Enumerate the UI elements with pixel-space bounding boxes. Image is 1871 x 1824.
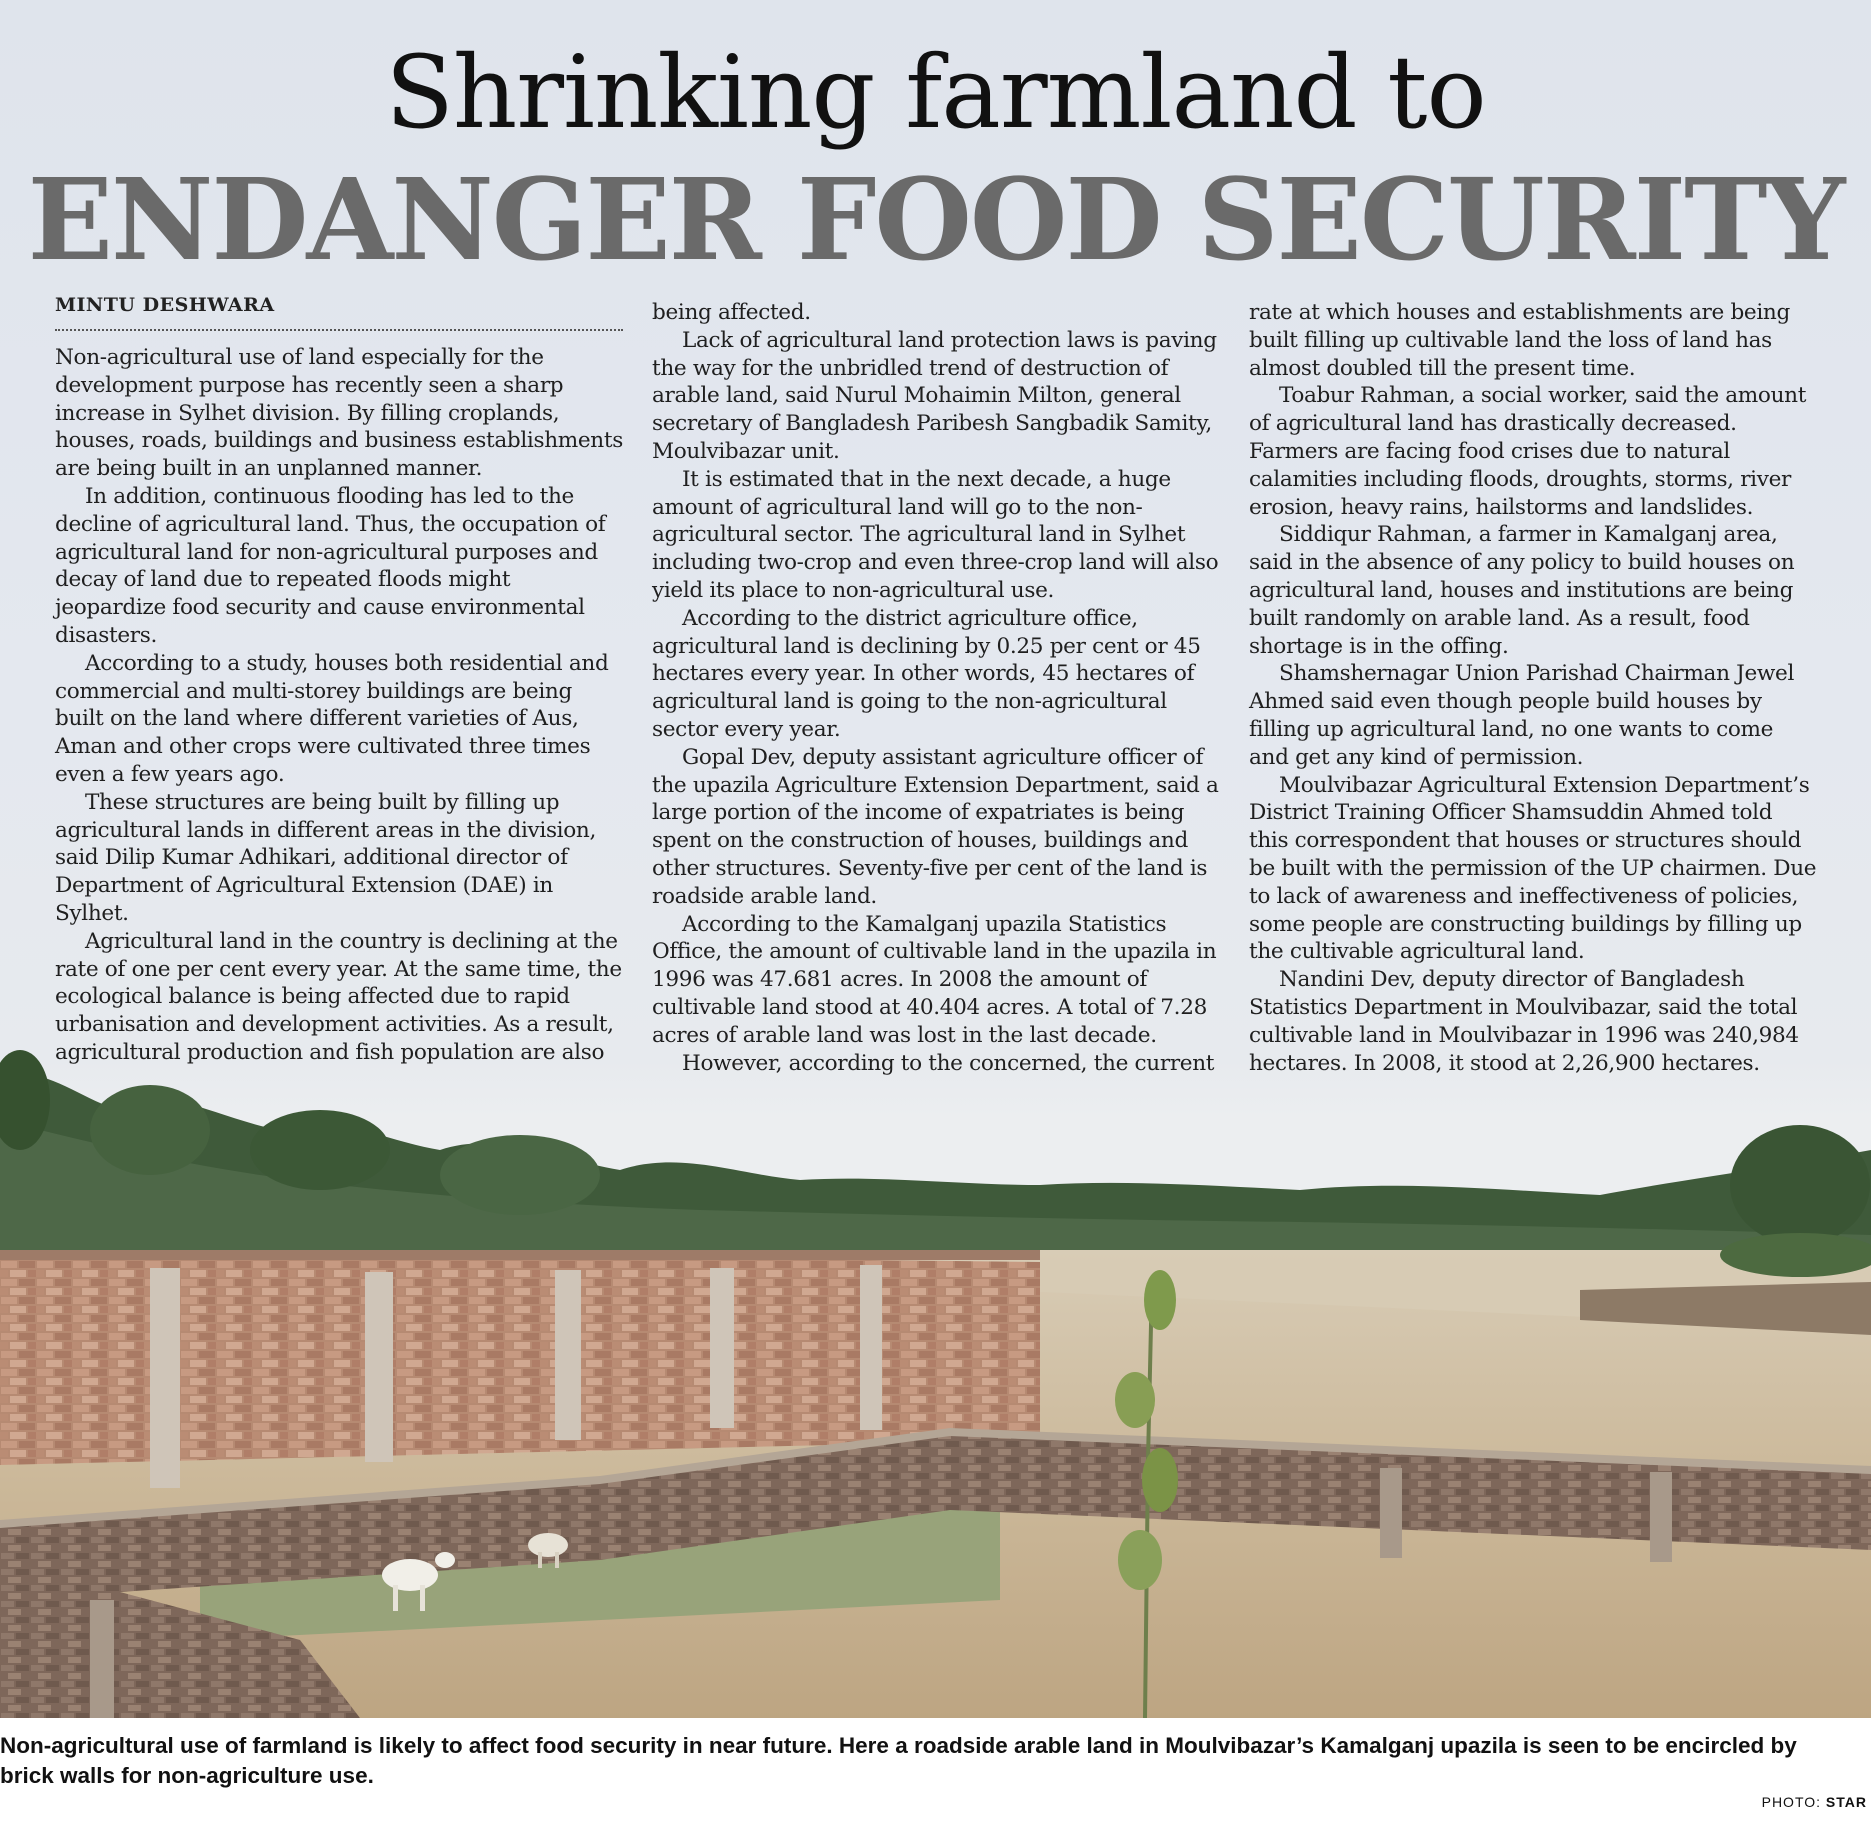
paragraph: According to the Kamalganj upazila Statistics Office, the amount of cultivable land in the upazila in 1996 was 47.681 acres. In 2008 the amount of cultivable land stood at 40.404 acres. A total of 7.28 acres of arable land was lost in the last decade. [652,911,1217,1048]
paragraph: Siddiqur Rahman, a farmer in Kamalganj area, said in the absence of any policy to build houses on agricultural land, houses and institutions are being built randomly on arable land. As a result, food shortage is in the offing. [1249,522,1795,659]
photo-credit [1762,1794,1867,1810]
article-column-3 [1249,299,1817,1077]
paragraph: rate at which houses and establishments are being built filling up cultivable land the loss of land has almost doubled till the present time. [1249,300,1790,381]
paragraph: These structures are being built by filling up agricultural lands in different areas in the division, said Dilip Kumar Adhikari, additional director of Department of Agricultural Extension (DAE) in Sylhet. [55,789,596,926]
byline: MINTU DESHWARA [55,294,275,316]
paragraph: According to a study, houses both residential and commercial and multi-storey buildings are being built on the land where different varieties of Aus, Aman and other crops were cultivated three times even a few years ago. [55,650,609,787]
photo-caption: Non-agricultural use of farmland is likely to affect food security in near future. Here a roadside arable land in Moulvibazar’s Kamalganj upazila is seen to be encircled by brick walls for non-agriculture use. [0,1733,1797,1788]
paragraph: However, according to the concerned, the current [682,1050,1215,1076]
photo-credit-source: STAR [1825,1794,1867,1810]
article-column-2 [652,299,1220,1077]
tree-line [0,1050,1871,1280]
paragraph: being affected. [652,300,811,325]
paragraph: Lack of agricultural land protection laws is paving the way for the unbridled trend of destruction of arable land, said Nurul Mohaimin Milton, general secretary of Bangladesh Paribesh Sangbadik Samity, Moulvibazar unit. [652,327,1217,464]
article-column-1 [55,344,623,1067]
paragraph: Non-agricultural use of land especially for the development purpose has recently seen a sharp increase in Sylhet division. By filling croplands, houses, roads, buildings and business establishments are being built in an unplanned manner. [55,345,623,482]
byline-divider [55,329,623,331]
photo-credit-label: PHOTO: [1761,1794,1822,1810]
paragraph: Nandini Dev, deputy director of Bangladesh Statistics Department in Moulvibazar, said the total cultivable land in Moulvibazar in 1996 was 240,984 hectares. In 2008, it stood at 2,26,900 hectares. [1249,967,1799,1076]
paragraph: Shamshernagar Union Parishad Chairman Jewel Ahmed said even though people build houses by filling up agricultural land, no one wants to come and get any kind of permission. [1249,661,1795,770]
paragraph: Gopal Dev, deputy assistant agriculture officer of the upazila Agriculture Extension Department, said a large portion of the income of expatriates is being spent on the construction of houses, buildings and other structures. Seventy-five per cent of the land is roadside arable land. [652,744,1219,909]
headline-line-2: ENDANGER FOOD SECURITY [27,155,1844,286]
paragraph: In addition, continuous flooding has led to the decline of agricultural land. Thus, the occupation of agricultural land for non-agricultural purposes and decay of land due to repeated floods might jeopardize food security and cause environmental disasters. [55,483,606,648]
paragraph: Toabur Rahman, a social worker, said the amount of agricultural land has drastically decreased. Farmers are facing food crises due to natural calamities including floods, droughts, storms, river erosion, heavy rains, hailstorms and landslides. [1249,383,1807,520]
paragraph: According to the district agriculture office, agricultural land is declining by 0.25 per cent or 45 hectares every year. In other words, 45 hectares of agricultural land is going to the non-agricultural sector every year. [652,605,1201,742]
paragraph: Agricultural land in the country is declining at the rate of one per cent every year. At the same time, the ecological balance is being affected due to rapid urbanisation and development activities. As a result, agricultural production and fish population are also [55,928,622,1065]
paragraph: It is estimated that in the next decade, a huge amount of agricultural land will go to the non-agricultural sector. The agricultural land in Sylhet including two-crop and even three-crop land will also yield its place to non-agricultural use. [652,466,1219,603]
paragraph: Moulvibazar Agricultural Extension Department’s District Training Officer Shamsuddin Ahmed told this correspondent that houses or structures should be built with the permission of the UP chairmen. Due to lack of awareness and ineffectiveness of policies, some people are constructing buildings by filling up the cultivable agricultural land. [1249,772,1817,965]
headline-line-1: Shrinking farmland to [385,34,1486,151]
